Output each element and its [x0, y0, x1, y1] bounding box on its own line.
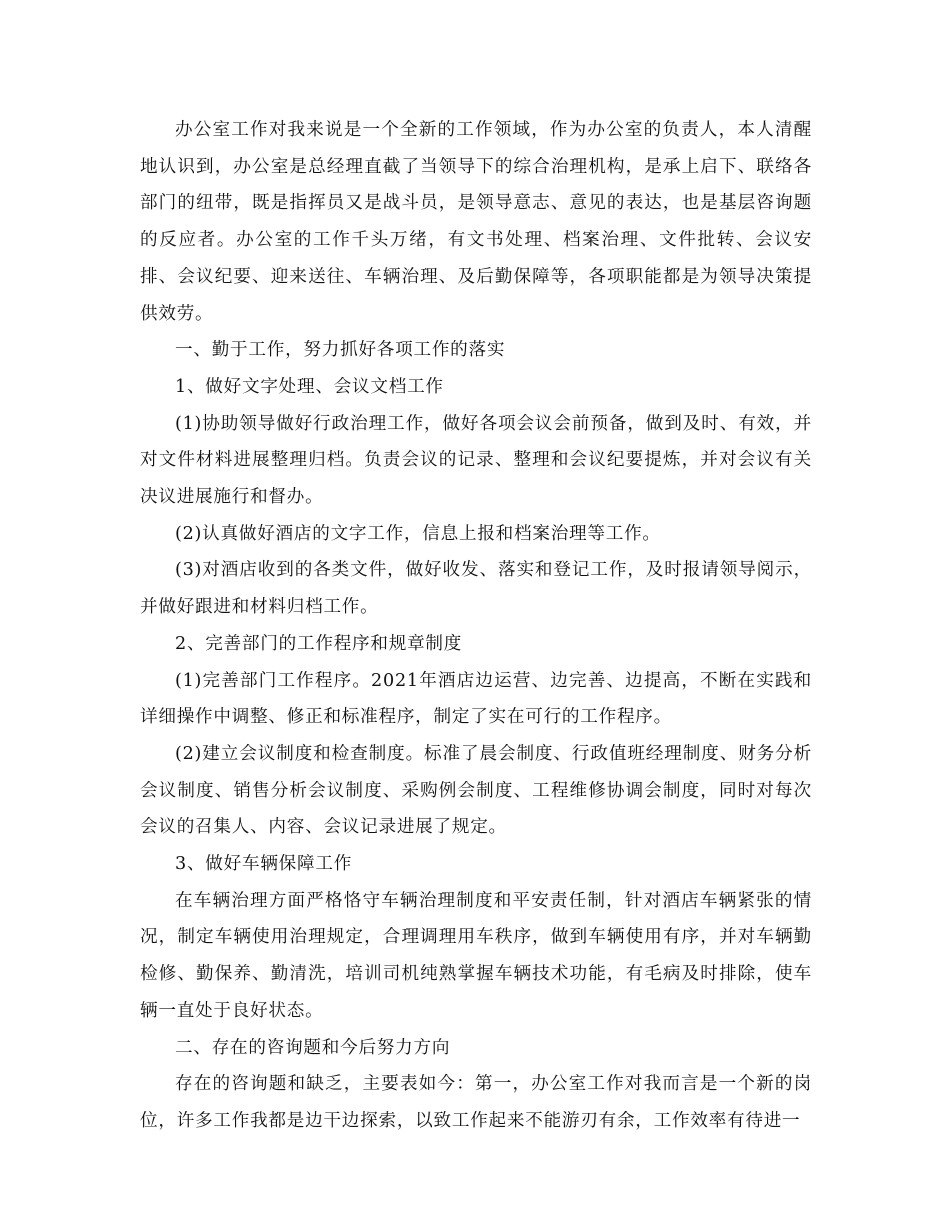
list-item-paragraph: (3)对酒店收到的各类文件，做好收发、落实和登记工作，及时报请领导阅示，并做好跟进和材料归档工作。 — [140, 560, 812, 618]
body-paragraph: 存在的咨询题和缺乏，主要表如今：第一，办公室工作对我而言是一个新的岗位，许多工作我都是边干边探索，以致工作起来不能游刃有余，工作效率有待进一 — [140, 1074, 812, 1131]
list-item-paragraph: (2)建立会议制度和检查制度。标准了晨会制度、行政值班经理制度、财务分析会议制度、销售分析会议制度、采购例会制度、工程维修协调会制度，同时对每次会议的召集人、内容、会议记录进展了规定。 — [140, 743, 812, 838]
list-item-paragraph: (2)认真做好酒店的文字工作，信息上报和档案治理等工作。 — [175, 523, 661, 544]
document-body — [140, 112, 812, 1140]
subsection-heading-2: 2、完善部门的工作程序和规章制度 — [175, 633, 463, 654]
section-heading-2: 二、存在的咨询题和今后努力方向 — [175, 1037, 451, 1058]
list-item-paragraph: (1)协助领导做好行政治理工作，做好各项会议会前预备，做到及时、有效，并对文件材料进展整理归档。负责会议的记录、整理和会议纪要提炼，并对会议有关决议进展施行和督办。 — [140, 413, 812, 508]
subsection-heading-1: 1、做好文字处理、会议文档工作 — [175, 376, 444, 397]
list-item-paragraph: (1)完善部门工作程序。2021年酒店边运营、边完善、边提高，不断在实践和详细操作中调整、修正和标准程序，制定了实在可行的工作程序。 — [140, 670, 812, 728]
body-paragraph: 在车辆治理方面严格恪守车辆治理制度和平安责任制，针对酒店车辆紧张的情况，制定车辆使用治理规定，合理调理用车秩序，做到车辆使用有序，并对车辆勤检修、勤保养、勤清洗，培训司机纯熟掌握车辆技术功能，有毛病及时排除，使车辆一直处于良好状态。 — [140, 890, 812, 1021]
subsection-heading-3: 3、做好车辆保障工作 — [175, 854, 353, 875]
intro-paragraph: 办公室工作对我来说是一个全新的工作领域，作为办公室的负责人，本人清醒地认识到，办公室是总经理直截了当领导下的综合治理机构，是承上启下、联络各部门的纽带，既是指挥员又是战斗员，是领导意志、意见的表达，也是基层咨询题的反应者。办公室的工作千头万绪，有文书处理、档案治理、文件批转、会议安排、会议纪要、迎来送往、车辆治理、及后勤保障等，各项职能都是为领导决策提供效劳。 — [140, 120, 812, 324]
section-heading-1: 一、勤于工作，努力抓好各项工作的落实 — [175, 340, 506, 361]
